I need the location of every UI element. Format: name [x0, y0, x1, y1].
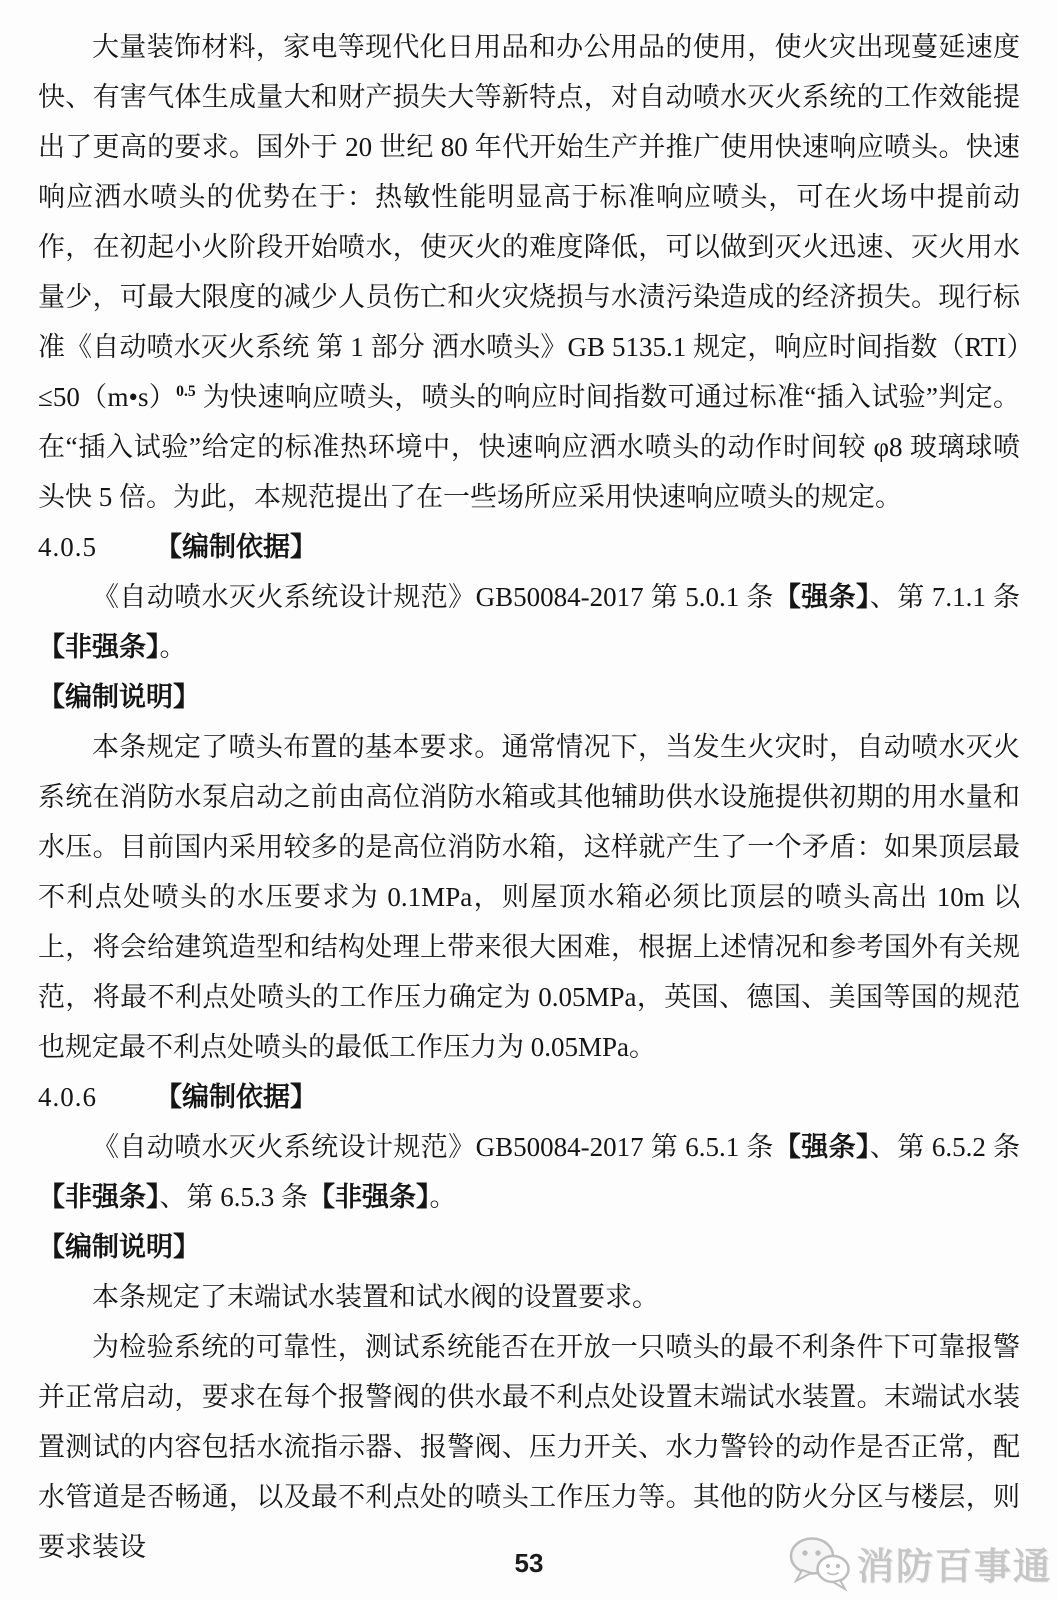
basis-paragraph-4-0-5: 《自动喷水灭火系统设计规范》GB50084-2017 第 5.0.1 条【强条】、第 7.1.1 条【非强条】。 — [38, 582, 1020, 662]
section-heading-4-0-6 — [38, 1072, 1020, 1122]
note-heading-2: 【编制说明】 — [38, 1232, 200, 1262]
note-paragraph-3: 为检验系统的可靠性，测试系统能否在开放一只喷头的最不利条件下可靠报警并正常启动，要求在每个报警阀的供水最不利点处设置末端试水装置。末端试水装置测试的内容包括水流指示器、报警阀、压力开关、水力警铃的动作是否正常，配水管道是否畅通，以及最不利点处的喷头工作压力等。其他的防火分区与楼层，则要求装设 — [38, 1332, 1020, 1562]
section-number: 4.0.6 — [38, 1082, 97, 1112]
section-title: 【编制依据】 — [155, 1082, 317, 1112]
basis-paragraph-4-0-6: 《自动喷水灭火系统设计规范》GB50084-2017 第 6.5.1 条【强条】、第 6.5.2 条【非强条】、第 6.5.3 条【非强条】。 — [38, 1132, 1020, 1212]
note-paragraph-2: 本条规定了末端试水装置和试水阀的设置要求。 — [92, 1282, 659, 1312]
watermark-label: 消防百事通 — [857, 1547, 1052, 1588]
note-paragraph-1: 本条规定了喷头布置的基本要求。通常情况下，当发生火灾时，自动喷水灭火系统在消防水泵启动之前由高位消防水箱或其他辅助供水设施提供初期的用水量和水压。目前国内采用较多的是高位消防水箱，这样就产生了一个矛盾：如果顶层最不利点处喷头的水压要求为 0.1MPa，则屋顶水箱必须比顶层的喷头高出 10m 以上，将会给建筑造型和结构处理上带来很大困难，根据上述情况和参考国外有关规范，将最不利点处喷头的工作压力确定为 0.05MPa，英国、德国、美国等国的规范也规定最不利点处喷头的最低工作压力为 0.05MPa。 — [38, 732, 1020, 1062]
intro-paragraph: 大量装饰材料，家电等现代化日用品和办公用品的使用，使火灾出现蔓延速度快、有害气体生成量大和财产损失大等新特点，对自动喷水灭火系统的工作效能提出了更高的要求。国外于 20 世纪 80 年代开始生产并推广使用快速响应喷头。快速响应洒水喷头的优势在于：热敏性能明显高于标准响应喷头，可在火场中提前动作，在初起小火阶段开始喷水，使灭火的难度降低，可以做到灭火迅速、灭火用水量少，可最大限度的减少人员伤亡和火灾烧损与水渍污染造成的经济损失。现行标准《自动喷水灭火系统 第 1 部分 洒水喷头》GB 5135.1 规定，响应时间指数（RTI）≤50（m•s）$^{0.5}$ 为快速响应喷头，喷头的响应时间指数可通过标准“插入试验”判定。在“插入试验”给定的标准热环境中，快速响应洒水喷头的动作时间较 φ8 玻璃球喷头快 5 倍。为此，本规范提出了在一些场所应采用快速响应喷头的规定。 — [38, 32, 1021, 512]
document-body — [38, 22, 1020, 1572]
section-title: 【编制依据】 — [155, 532, 317, 562]
page-number: 53 — [514, 1548, 544, 1578]
section-number: 4.0.5 — [38, 532, 97, 562]
note-heading-1: 【编制说明】 — [38, 682, 200, 712]
section-heading-4-0-5 — [38, 522, 1020, 572]
